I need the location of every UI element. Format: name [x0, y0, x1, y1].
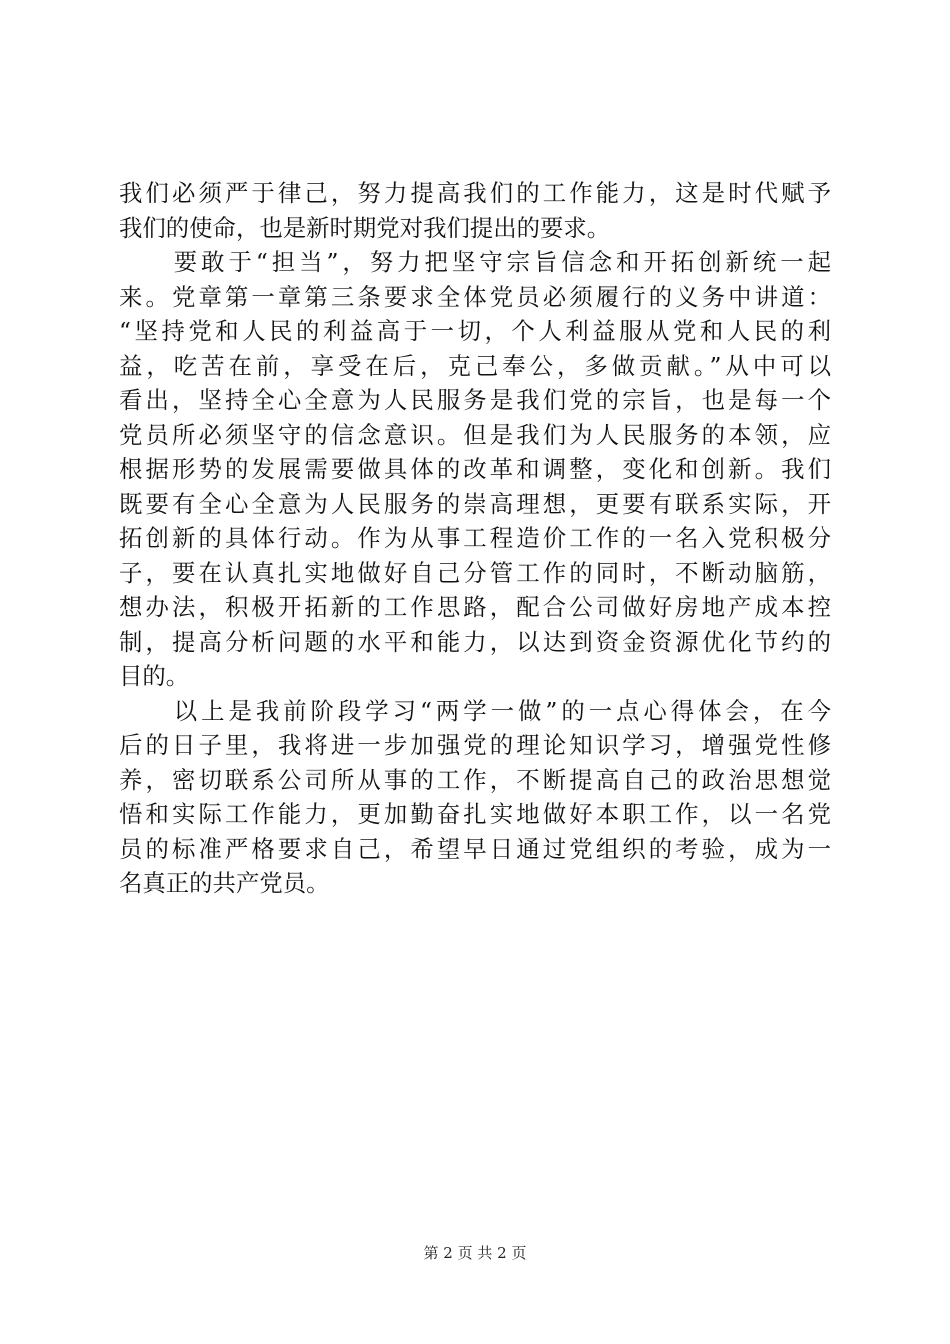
- text-line: 要敢于“担当”，努力把坚守宗旨信念和开拓创新统一起: [119, 248, 831, 276]
- text-line: 来。党章第一章第三条要求全体党员必须履行的义务中讲道：: [119, 282, 831, 311]
- text-line: 既要有全心全意为人民服务的崇高理想，更要有联系实际，开: [119, 489, 831, 518]
- text-line: 后的日子里，我将进一步加强党的理论知识学习，增强党性修: [119, 731, 831, 759]
- text-line: 看出，坚持全心全意为人民服务是我们党的宗旨，也是每一个: [119, 386, 831, 414]
- text-line: 我们的使命，也是新时期党对我们提出的要求。: [119, 213, 611, 242]
- text-line: 以上是我前阶段学习“两学一做”的一点心得体会，在今: [119, 696, 831, 725]
- document-body: [119, 176, 831, 901]
- text-line: 我们必须严于律己，努力提高我们的工作能力，这是时代赋予: [119, 179, 831, 207]
- text-line: 悟和实际工作能力，更加勤奋扎实地做好本职工作，以一名党: [119, 800, 831, 828]
- text-line: “坚持党和人民的利益高于一切，个人利益服从党和人民的利: [119, 317, 831, 345]
- text-line: 根据形势的发展需要做具体的改革和调整，变化和创新。我们: [119, 455, 831, 483]
- text-line: 员的标准严格要求自己，希望早日通过党组织的考验，成为一: [119, 834, 831, 863]
- text-line: 目的。: [119, 662, 190, 690]
- text-line: 想办法，积极开拓新的工作思路，配合公司做好房地产成本控: [119, 593, 831, 621]
- text-line: 养，密切联系公司所从事的工作，不断提高自己的政治思想觉: [119, 765, 831, 794]
- text-line: 名真正的共产党员。: [119, 869, 330, 897]
- text-line: 制，提高分析问题的水平和能力，以达到资金资源优化节约的: [119, 627, 831, 656]
- page-footer: 第 2 页 共 2 页: [423, 1244, 527, 1262]
- text-line: 党员所必须坚守的信念意识。但是我们为人民服务的本领，应: [119, 420, 831, 449]
- text-line: 拓创新的具体行动。作为从事工程造价工作的一名入党积极分: [119, 524, 831, 552]
- text-line: 子，要在认真扎实地做好自己分管工作的同时，不断动脑筋，: [119, 558, 831, 587]
- text-line: 益，吃苦在前，享受在后，克己奉公，多做贡献。”从中可以: [119, 351, 831, 380]
